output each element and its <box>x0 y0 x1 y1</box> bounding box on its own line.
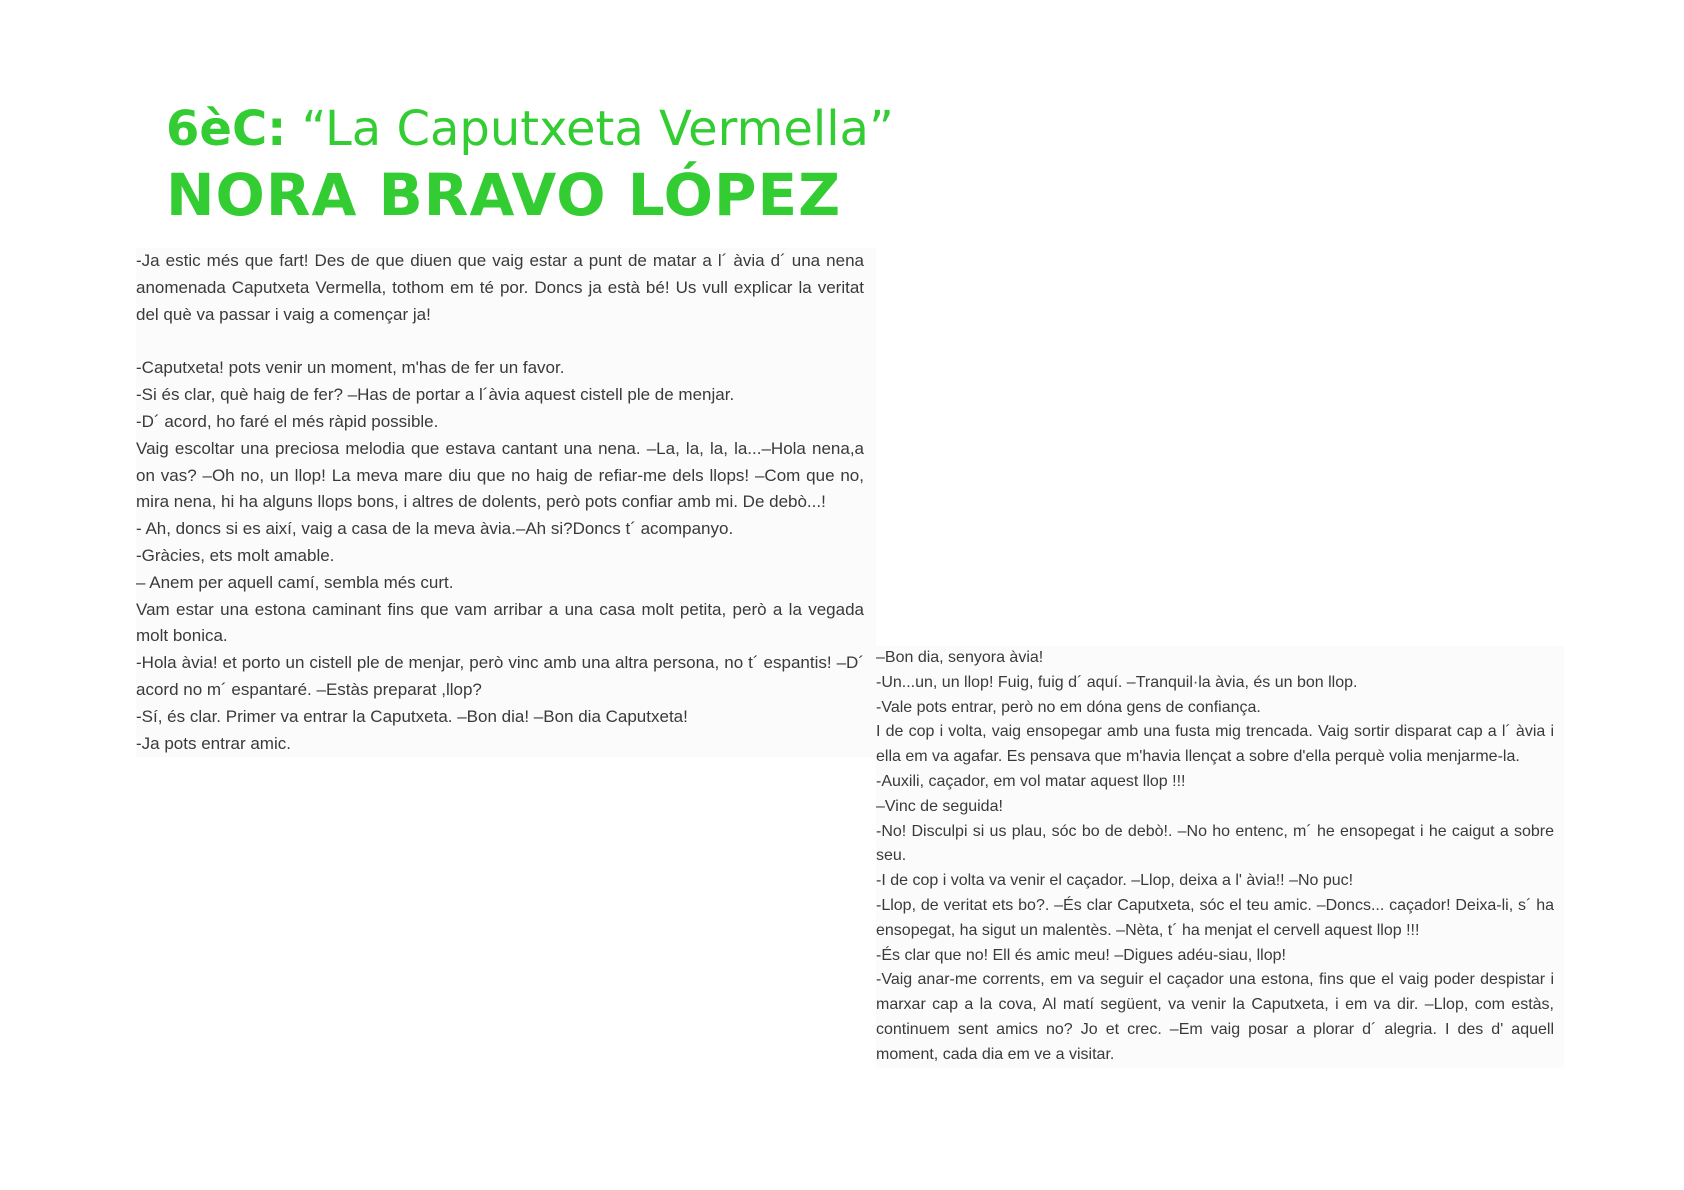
paragraph: -Vale pots entrar, però no em dóna gens de confiança. <box>876 698 1261 716</box>
story-title-line <box>166 98 894 160</box>
paragraph: -Un...un, un llop! Fuig, fuig d´ aquí. –Tranquil·la àvia, és un bon llop. <box>876 673 1358 691</box>
paragraph: -Llop, de veritat ets bo?. –És clar Caputxeta, sóc el teu amic. –Doncs... caçador! Deixa-li, s´ ha ensopegat, ha sigut un malentès. –Nèta, t´ ha menjat el cervell aquest llop !!! <box>876 896 1554 939</box>
paragraph: – Anem per aquell camí, sembla més curt. <box>136 572 454 592</box>
document-header <box>166 98 894 230</box>
paragraph: –Vinc de seguida! <box>876 797 1003 815</box>
paragraph: Vaig escoltar una preciosa melodia que estava cantant una nena. –La, la, la, la...–Hola nena,a on vas? –Oh no, un llop! La meva mare diu que no haig de refiar-me dels llops! –Com que no, mira nena, hi ha alguns llops bons, i altres de dolents, però pots confiar amb mi. De debò...! <box>136 438 864 512</box>
paragraph: -Si és clar, què haig de fer? –Has de portar a l´àvia aquest cistell ple de menjar. <box>136 385 735 405</box>
paragraph: -Caputxeta! pots venir un moment, m'has de fer un favor. <box>136 358 565 378</box>
paragraph: -Hola àvia! et porto un cistell ple de menjar, però vinc amb una altra persona, no t´ espantis! –D´ acord no m´ espantaré. –Estàs preparat ,llop? <box>136 653 864 699</box>
paragraph: Vam estar una estona caminant fins que vam arribar a una casa molt petita, però a la vegada molt bonica. <box>136 599 864 646</box>
paragraph: -Vaig anar-me corrents, em va seguir el caçador una estona, fins que el vaig poder despistar i marxar cap a la cova, Al matí següent, va venir la Caputxeta, i em va dir. –Llop, com estàs, continuem sent amics no? Jo et crec. –Em vaig posar a plorar d´ alegria. I des d' aquell moment, cada dia em ve a visitar. <box>876 971 1554 1063</box>
paragraph: -Ja pots entrar amic. <box>136 733 291 753</box>
story-title: “La Caputxeta Vermella” <box>301 101 894 157</box>
paragraph: -No! Disculpi si us plau, sóc bo de debò!. –No ho entenc, m´ he ensopegat i he caigut a sobre seu. <box>876 822 1554 865</box>
paragraph: -Ja estic més que fart! Des de que diuen que vaig estar a punt de matar a l´ àvia d´ una nena anomenada Caputxeta Vermella, tothom em té por. Doncs ja està bé! Us vull explicar la veritat del què va passar i vaig a començar ja! <box>136 251 864 324</box>
paragraph: -Gràcies, ets molt amable. <box>136 545 335 565</box>
paragraph: I de cop i volta, vaig ensopegar amb una fusta mig trencada. Vaig sortir disparat cap a l´ àvia i ella em va agafar. Es pensava que m'havia llençat a sobre d'ella perquè volia menjarme-la. <box>876 723 1554 766</box>
class-grade: 6èC: <box>166 101 287 157</box>
paragraph: -És clar que no! Ell és amic meu! –Digues adéu-siau, llop! <box>876 946 1286 964</box>
paragraph: -D´ acord, ho faré el més ràpid possible. <box>136 411 439 431</box>
story-text-part-2 <box>876 646 1564 1068</box>
author-name: NORA BRAVO LÓPEZ <box>166 161 842 229</box>
story-text-part-1 <box>136 248 876 757</box>
paragraph: –Bon dia, senyora àvia! <box>876 649 1044 666</box>
paragraph: -I de cop i volta va venir el caçador. –Llop, deixa a l' àvia!! –No puc! <box>876 872 1354 890</box>
paragraph: -Auxili, caçador, em vol matar aquest llop !!! <box>876 772 1186 790</box>
paragraph: -Sí, és clar. Primer va entrar la Caputxeta. –Bon dia! –Bon dia Caputxeta! <box>136 706 688 726</box>
paragraph: - Ah, doncs si es així, vaig a casa de la meva àvia.–Ah si?Doncs t´ acompanyo. <box>136 519 734 539</box>
